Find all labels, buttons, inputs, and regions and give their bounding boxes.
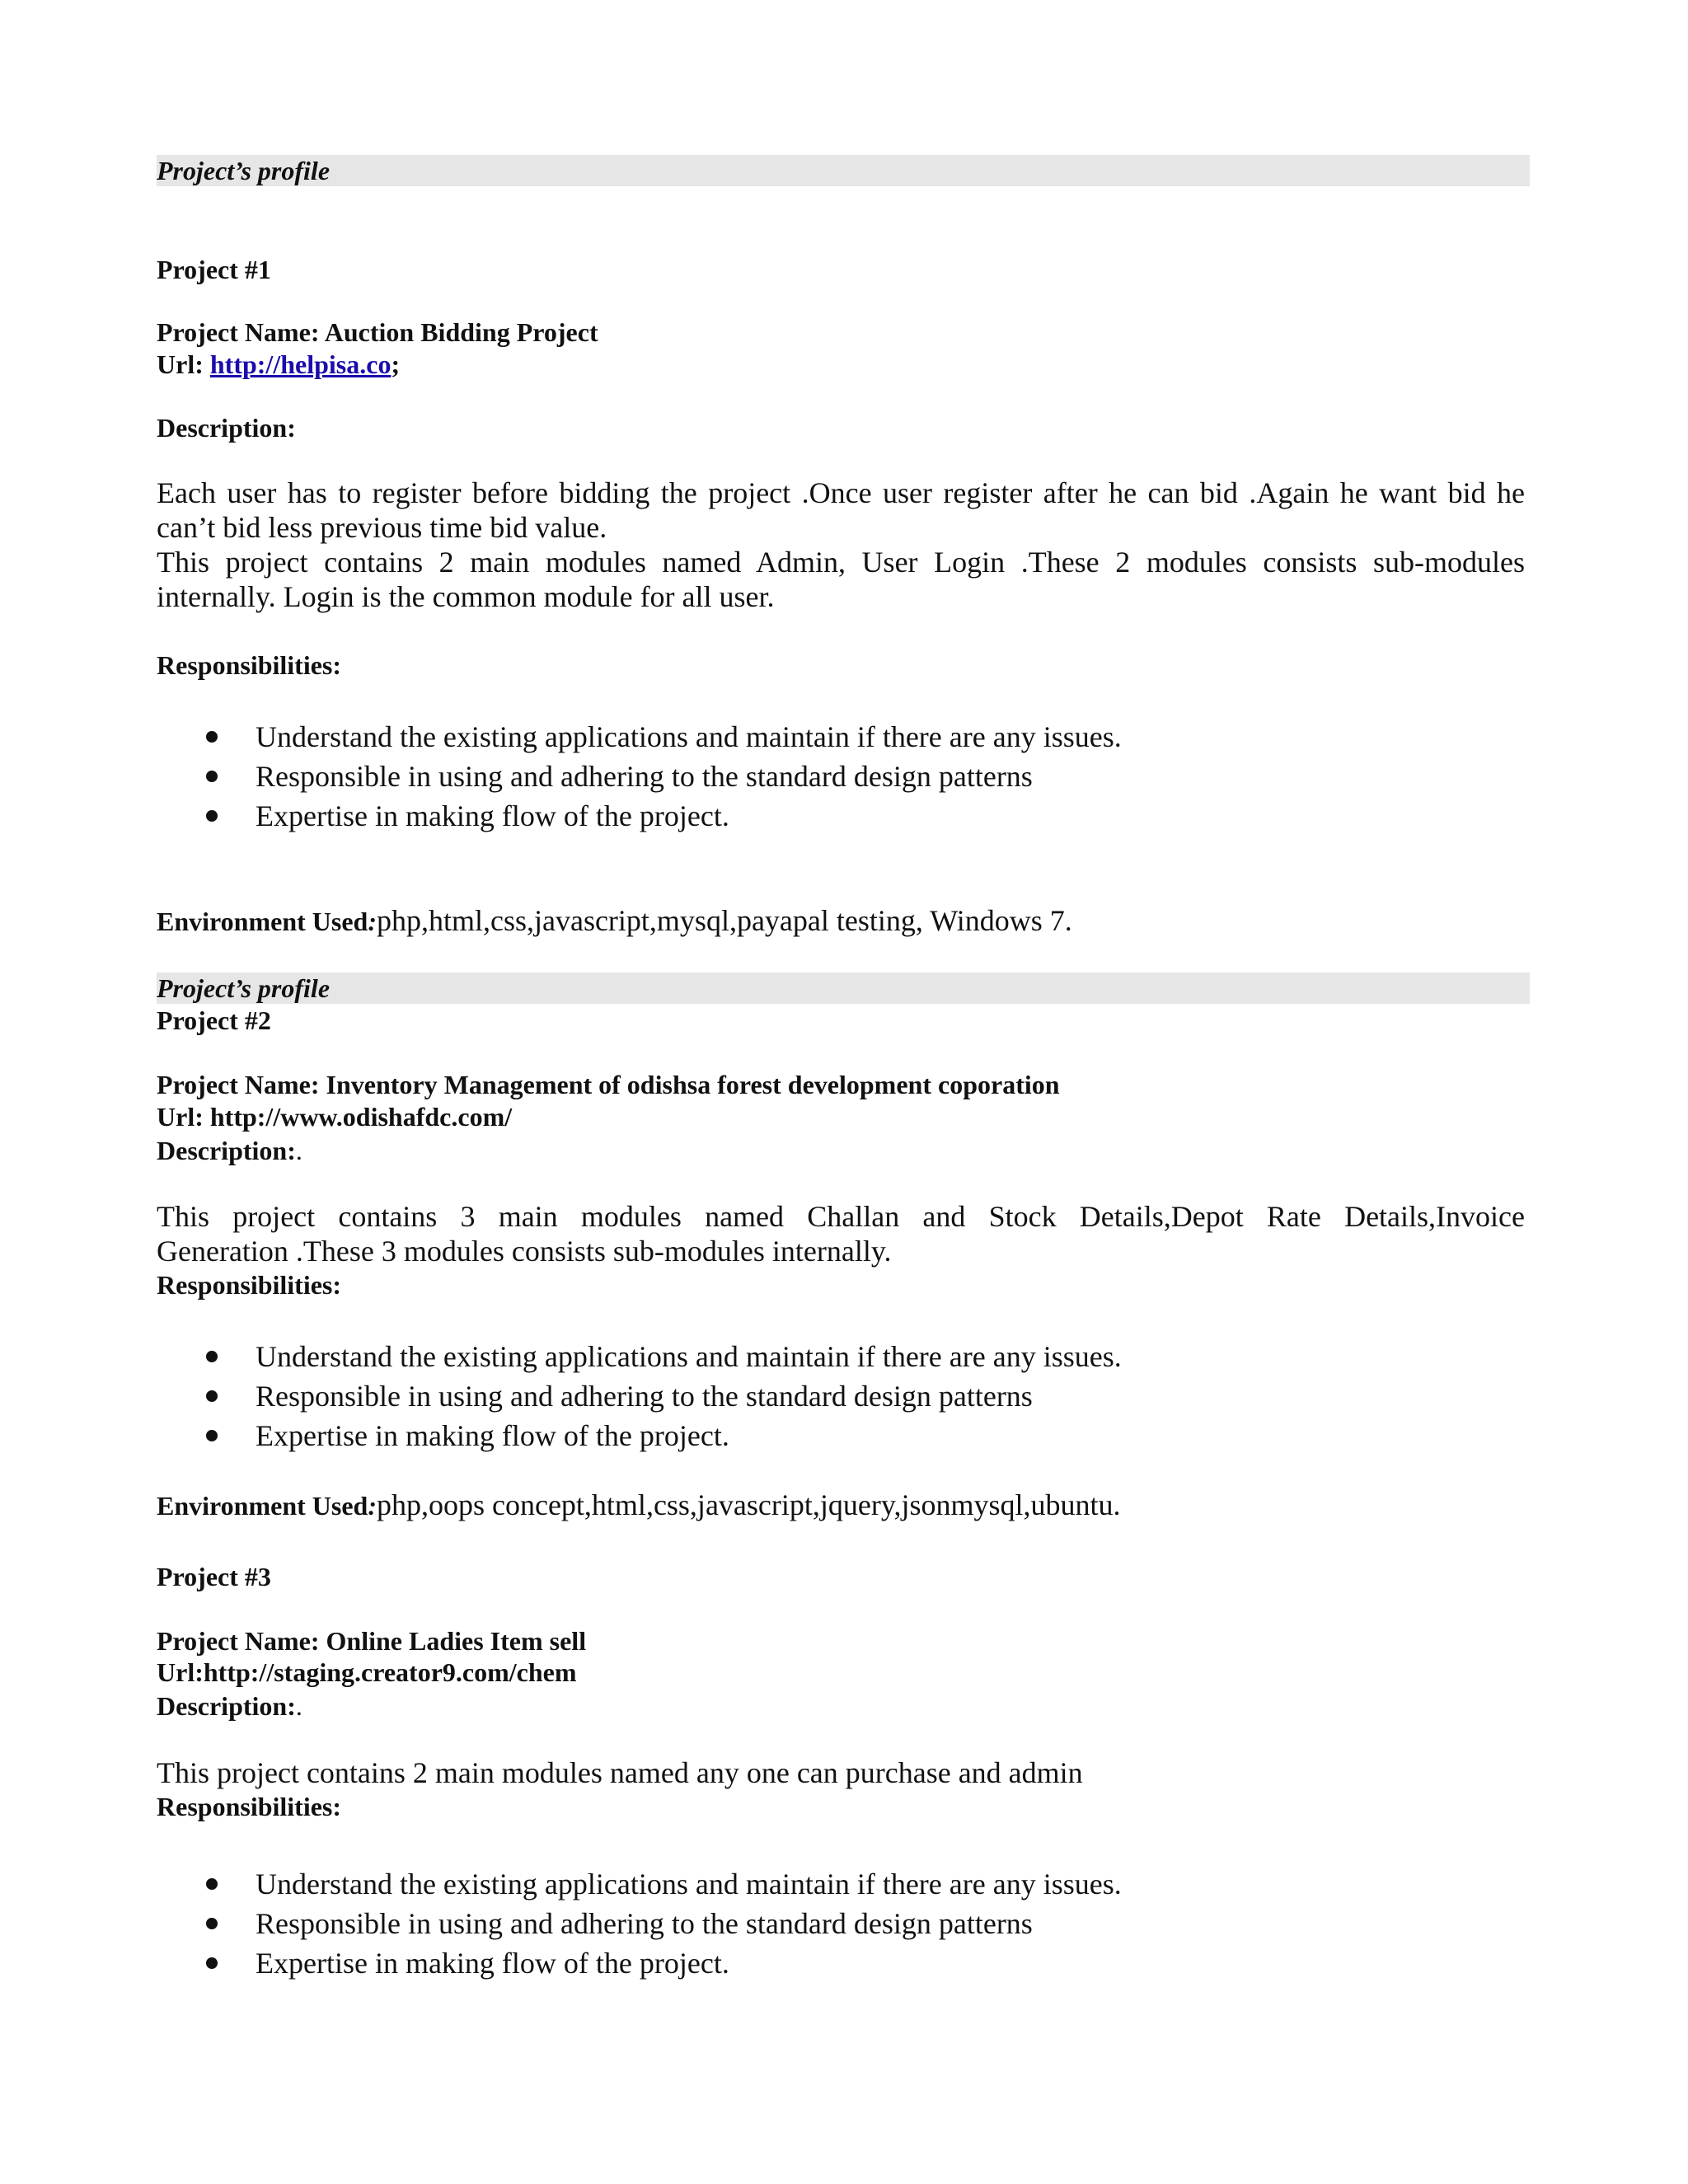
description-suffix: .	[295, 1691, 302, 1721]
project-name: Project Name: Inventory Management of odishsa forest development coporation	[157, 1070, 1060, 1099]
bullet-icon	[206, 1390, 218, 1402]
bullet-icon	[206, 1878, 218, 1890]
environment-label: Environment Used	[157, 1491, 368, 1521]
list-item	[202, 1864, 1122, 1904]
project-number: Project #1	[157, 255, 271, 284]
description-line: This project contains 2 main modules named Admin, User Login .These 2 modules consists sub-modules	[157, 546, 1525, 579]
responsibilities-list	[202, 1337, 1122, 1455]
responsibilities-label: Responsibilities:	[157, 1270, 342, 1300]
list-item-text: Responsible in using and adhering to the standard design patterns	[256, 760, 1033, 793]
description-line: can’t bid less previous time bid value.	[157, 511, 607, 544]
list-item	[202, 1904, 1122, 1943]
description-label-line	[157, 1690, 302, 1722]
section-header-label: Project’s profile	[157, 973, 331, 1003]
description-label: Description:	[157, 1136, 296, 1165]
responsibilities-list	[202, 717, 1122, 836]
project-number: Project #3	[157, 1562, 271, 1591]
list-item	[202, 757, 1122, 796]
list-item-text: Understand the existing applications and maintain if there are any issues.	[256, 1868, 1122, 1900]
list-item-text: Understand the existing applications and maintain if there are any issues.	[256, 720, 1122, 753]
environment-value: php,html,css,javascript,mysql,payapal testing, Windows 7.	[376, 904, 1072, 937]
list-item	[202, 1376, 1122, 1416]
list-item	[202, 796, 1122, 836]
project-name: Project Name: Online Ladies Item sell	[157, 1626, 587, 1656]
description-text	[157, 476, 1525, 614]
url-suffix: ;	[391, 349, 401, 379]
description-suffix: .	[295, 1136, 302, 1165]
list-item-text: Expertise in making flow of the project.	[256, 1419, 729, 1452]
description-label: Description:	[157, 1691, 296, 1721]
description-line: This project contains 2 main modules named any one can purchase and admin	[157, 1756, 1083, 1789]
environment-colon: :	[368, 1491, 377, 1521]
project-url-line: Url:http://staging.creator9.com/chem	[157, 1657, 577, 1687]
list-item-text: Responsible in using and adhering to the standard design patterns	[256, 1380, 1033, 1413]
description-text	[157, 1755, 1525, 1790]
description-label-line	[157, 1134, 302, 1167]
list-item-text: Expertise in making flow of the project.	[256, 1947, 729, 1980]
project-name: Project Name: Auction Bidding Project	[157, 317, 598, 347]
section-header-bar	[157, 972, 1530, 1004]
project-url-line	[157, 348, 400, 381]
bullet-icon	[206, 1918, 218, 1929]
url-label: Url:	[157, 349, 210, 379]
environment-colon: :	[368, 907, 377, 936]
description-text	[157, 1199, 1525, 1268]
description-line: internally. Login is the common module for all user.	[157, 580, 775, 613]
section-header-label: Project’s profile	[157, 156, 331, 185]
list-item-text: Responsible in using and adhering to the standard design patterns	[256, 1907, 1033, 1940]
bullet-icon	[206, 771, 218, 782]
description-label: Description:	[157, 413, 296, 443]
environment-label: Environment Used	[157, 907, 368, 936]
description-line: This project contains 3 main modules named Challan and Stock Details,Depot Rate Details,Invoice	[157, 1200, 1525, 1233]
list-item	[202, 1337, 1122, 1376]
responsibilities-list	[202, 1864, 1122, 1983]
responsibilities-label: Responsibilities:	[157, 1792, 342, 1821]
list-item	[202, 717, 1122, 757]
bullet-icon	[206, 1957, 218, 1969]
project-url-link[interactable]: http://helpisa.co	[209, 349, 392, 379]
environment-line	[157, 1488, 1121, 1529]
list-item-text: Understand the existing applications and maintain if there are any issues.	[256, 1340, 1122, 1373]
bullet-icon	[206, 1351, 218, 1362]
project-number: Project #2	[157, 1005, 271, 1035]
bullet-icon	[206, 1430, 218, 1441]
bullet-icon	[206, 810, 218, 822]
environment-line	[157, 903, 1072, 944]
list-item	[202, 1416, 1122, 1455]
description-line: Each user has to register before bidding the project .Once user register after he can bid .Again he want bid he	[157, 476, 1525, 509]
environment-value: php,oops concept,html,css,javascript,jquery,jsonmysql,ubuntu.	[376, 1488, 1121, 1521]
responsibilities-label: Responsibilities:	[157, 650, 342, 680]
bullet-icon	[206, 731, 218, 743]
list-item-text: Expertise in making flow of the project.	[256, 799, 729, 832]
section-header-bar	[157, 155, 1530, 186]
project-url-line: Url: http://www.odishafdc.com/	[157, 1102, 513, 1132]
list-item	[202, 1943, 1122, 1983]
description-line: Generation .These 3 modules consists sub-modules internally.	[157, 1235, 892, 1268]
